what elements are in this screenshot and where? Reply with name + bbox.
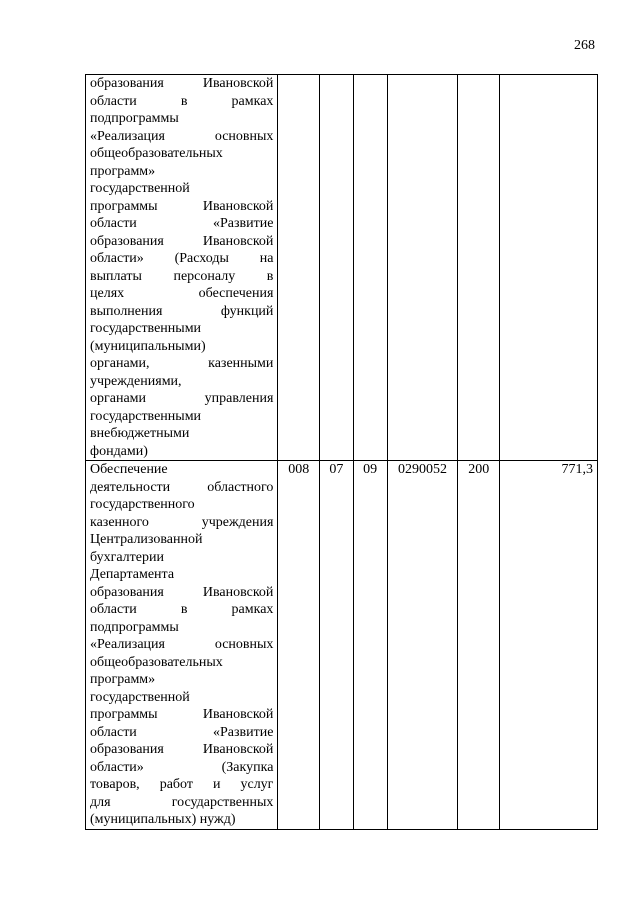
- description-cell: [86, 75, 278, 461]
- description-line: области» (Закупка: [90, 759, 274, 775]
- description-line: Централизованной: [90, 532, 203, 547]
- expense-type-cell: [458, 75, 500, 461]
- amount-cell: 771,3: [500, 461, 598, 830]
- description-line: «Реализация основных: [90, 637, 274, 652]
- description-line: подпрограммы: [90, 619, 179, 635]
- description-line: области «Развитие: [90, 216, 274, 231]
- table-body: [86, 75, 598, 830]
- description-line: подпрограммы: [90, 111, 179, 126]
- amount-cell: [500, 75, 598, 461]
- description-line: государственного: [90, 497, 195, 512]
- description-line: общеобразовательных: [90, 654, 223, 670]
- description-line: выполнения функций: [90, 303, 274, 319]
- expense-type-cell: 200: [458, 461, 500, 830]
- description-cell: [86, 461, 278, 830]
- target-article-cell: 0290052: [387, 461, 458, 830]
- description-line: бухгалтерии: [90, 549, 164, 565]
- description-line: деятельности областного: [90, 479, 274, 495]
- description-line: (муниципальных) нужд): [90, 812, 236, 827]
- description-line: государственными: [90, 321, 202, 336]
- description-line: общеобразовательных: [90, 146, 223, 161]
- description-line: государственной: [90, 181, 190, 196]
- description-line: целях обеспечения: [90, 286, 274, 301]
- description-line: программы Ивановской: [90, 707, 274, 722]
- section-code-cell: 07: [320, 461, 354, 830]
- description-line: органами, казенными: [90, 356, 274, 371]
- description-line: органами управления: [90, 391, 274, 406]
- description-line: учреждениями,: [90, 373, 182, 389]
- ministry-code-cell: [278, 75, 320, 461]
- description-line: программ»: [90, 163, 156, 179]
- description-line: для государственных: [90, 794, 274, 810]
- page-number: 268: [574, 38, 595, 53]
- description-line: Обеспечение: [90, 462, 168, 477]
- budget-table: [85, 74, 598, 830]
- section-code-cell: [320, 75, 354, 461]
- description-line: области в рамках: [90, 602, 274, 617]
- ministry-code-cell: 008: [278, 461, 320, 830]
- description-line: области в рамках: [90, 93, 274, 109]
- description-line: образования Ивановской: [90, 584, 274, 600]
- description-line: (муниципальными): [90, 338, 206, 354]
- description-line: государственной: [90, 689, 190, 705]
- description-line: программ»: [90, 672, 156, 687]
- description-line: государственными: [90, 408, 202, 424]
- subsection-code-cell: [353, 75, 387, 461]
- description-line: области «Развитие: [90, 724, 274, 740]
- description-line: области» (Расходы на: [90, 251, 274, 266]
- description-line: «Реализация основных: [90, 128, 274, 144]
- description-line: фондами): [90, 443, 148, 459]
- description-line: внебюджетными: [90, 426, 190, 441]
- description-line: Департамента: [90, 567, 175, 582]
- subsection-code-cell: 09: [353, 461, 387, 830]
- description-line: выплаты персоналу в: [90, 268, 274, 284]
- table-row: [86, 461, 598, 830]
- target-article-cell: [387, 75, 458, 461]
- description-line: казенного учреждения: [90, 514, 274, 530]
- description-line: образования Ивановской: [90, 742, 274, 757]
- table-row: [86, 75, 598, 461]
- description-line: программы Ивановской: [90, 198, 274, 214]
- description-line: образования Ивановской: [90, 233, 274, 249]
- description-line: товаров, работ и услуг: [90, 777, 274, 792]
- description-line: образования Ивановской: [90, 76, 274, 91]
